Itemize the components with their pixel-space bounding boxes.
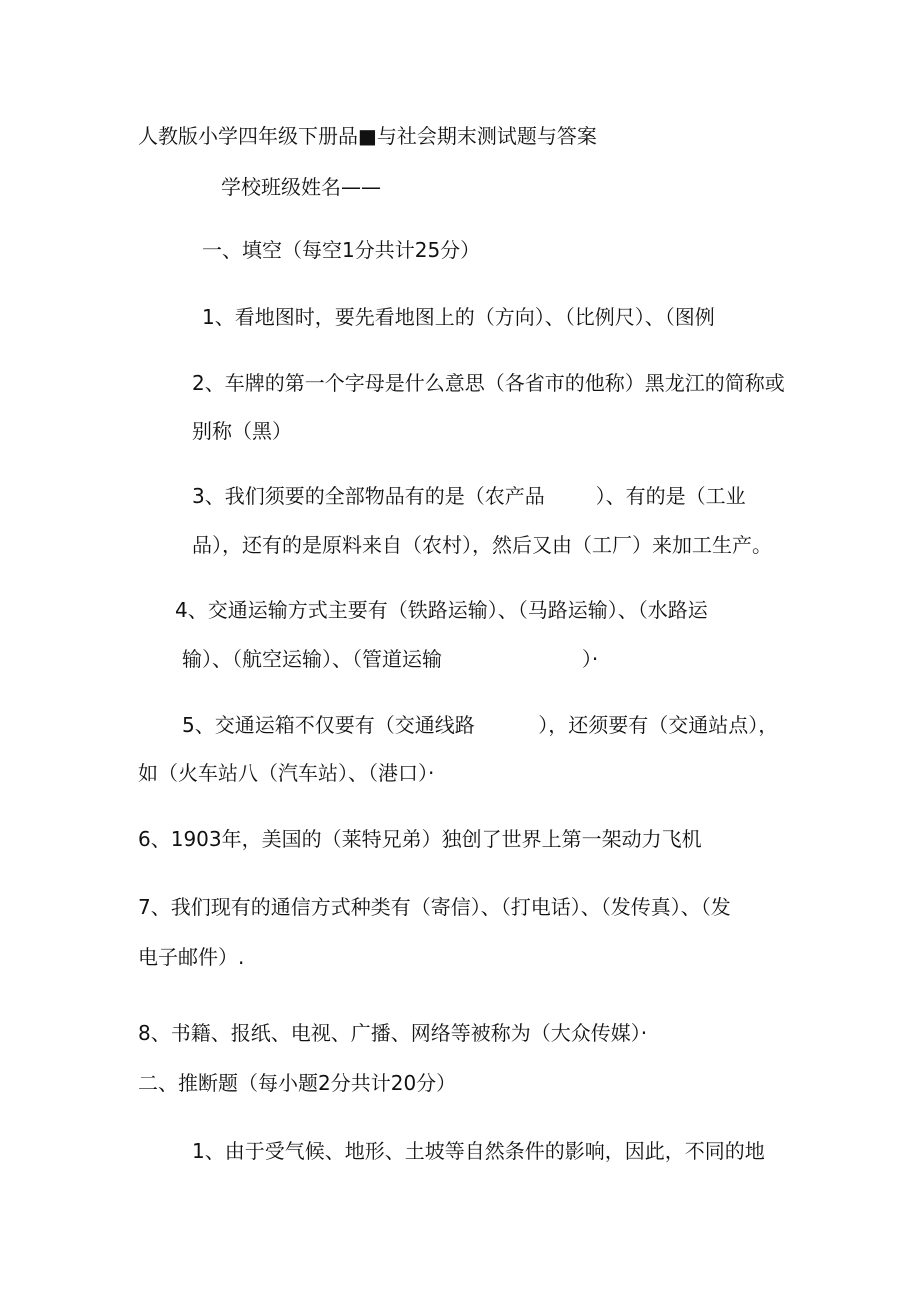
section-2-heading: 二、推断题（每小题2分共计20分） [138,1071,457,1095]
question-line: 4、交通运输方式主要有（铁路运输）、（马路运输）、（水路运 [175,598,708,622]
question-line: 1、看地图时，要先看地图上的（方向）、（比例尺）、（图例 [202,305,715,329]
question-line: 2、车牌的第一个字母是什么意思（各省市的他称）黑龙江的简称或 [192,371,785,395]
question-line: 输）、（航空运输）、（管道运输 ）· [182,647,599,671]
question-line: 5、交通运箱不仅要有（交通线路 ），还须要有（交通站点）， [182,713,779,737]
question-line: 6、1903年，美国的（莱特兄弟）独创了世界上第一架动力飞机 [138,827,702,851]
question-line: 7、我们现有的通信方式种类有（寄信）、（打电话）、（发传真）、（发 [138,895,731,919]
question-line: 别称（黑） [192,419,292,443]
question-line: 1、由于受气候、地形、土坡等自然条件的影响，因此，不同的地 [192,1139,765,1163]
question-line: 品），还有的是原料来自（农村），然后又由（工厂）来加工生产。 [192,533,772,557]
student-info-line: 学校班级姓名—— [221,175,381,199]
section-1-heading: 一、填空（每空1分共计25分） [202,238,481,262]
question-line: 电子邮件）. [138,945,245,969]
question-line: 8、书籍、报纸、电视、广播、网络等被称为（大众传媒）· [138,1021,648,1045]
question-line: 如（火车站八（汽车站）、（港口）· [138,761,435,785]
document-title: 人教版小学四年级下册品■与社会期末测试题与答案 [138,124,597,148]
question-line: 3、我们须要的全部物品有的是（农产品 ）、有的是（工业 [192,484,746,508]
